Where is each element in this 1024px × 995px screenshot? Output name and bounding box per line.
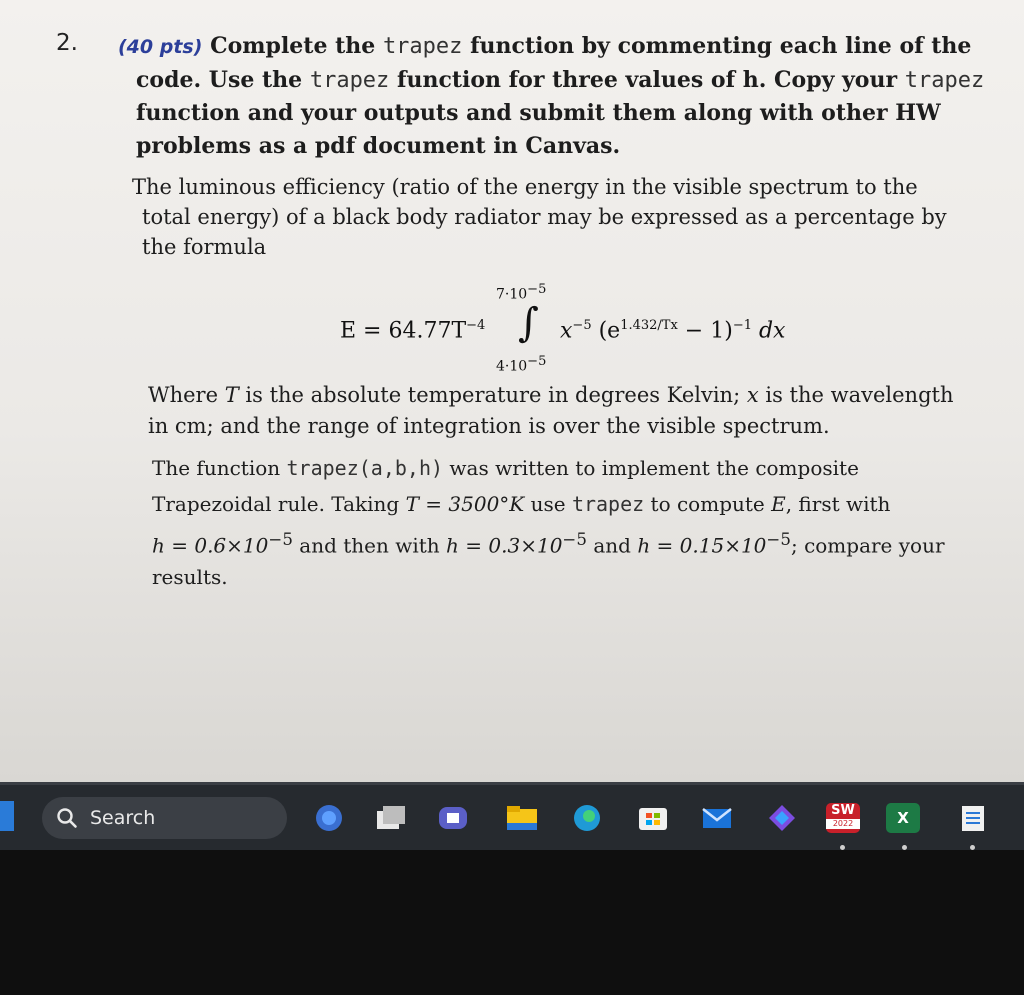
upper-limit: 7·10: [496, 286, 528, 303]
task-text-7: and then with: [299, 533, 440, 558]
where-paragraph: [148, 380, 998, 442]
points-label: (40 pts): [118, 36, 203, 58]
task-text-8: and: [593, 533, 631, 558]
microsoft-store-icon[interactable]: [636, 803, 670, 833]
code-trapez-call: trapez(a,b,h): [286, 456, 444, 480]
intro-paragraph: [132, 172, 992, 262]
upper-limit-exp: −5: [527, 282, 547, 297]
question-heading: [118, 30, 1008, 163]
integrand-x: x: [560, 318, 573, 344]
integrand-minus-one: − 1): [677, 318, 733, 344]
code-trapez-2: trapez: [309, 68, 390, 93]
code-trapez-4: trapez: [571, 492, 645, 516]
integral-sign: ∫: [518, 300, 539, 346]
where-x: x: [746, 383, 759, 407]
search-label: Search: [90, 807, 156, 829]
integrand-e-exp: 1.432/Tx: [620, 318, 678, 333]
code-trapez-3: trapez: [904, 68, 985, 93]
excel-icon[interactable]: [886, 803, 920, 833]
solidworks-badge: SW: [831, 803, 855, 818]
solidworks-year: 2022: [826, 819, 860, 829]
h-value-2: h = 0.3×10: [446, 533, 563, 558]
task-text-3: Trapezoidal rule. Taking: [152, 492, 400, 516]
code-trapez-1: trapez: [382, 34, 463, 59]
heading-text-3: code. Use the: [136, 67, 303, 93]
excel-mark: X: [897, 809, 909, 827]
task-E: E: [771, 492, 786, 516]
where-text-4: in cm; and the range of integration is over the visible spectrum.: [148, 414, 830, 438]
solidworks-icon[interactable]: [826, 803, 860, 833]
task-text-10: results.: [152, 564, 228, 589]
heading-text-6: problems as a pdf document in Canvas.: [136, 133, 621, 159]
teams-chat-icon[interactable]: [436, 803, 470, 833]
question-number: 2.: [56, 30, 78, 56]
efficiency-formula: [340, 282, 820, 374]
task-temperature: T = 3500°K: [405, 492, 525, 516]
taskbar-search[interactable]: [42, 797, 287, 839]
intro-line: the formula: [142, 235, 267, 259]
monitor-bezel: [0, 850, 1024, 995]
mail-icon[interactable]: [700, 803, 734, 833]
task-text-1: The function: [152, 456, 281, 480]
where-text-2: is the absolute temperature in degrees Kelvin;: [245, 383, 741, 407]
task-paragraph: [152, 450, 992, 590]
heading-text-5: function and your outputs and submit them along with other HW: [136, 100, 941, 126]
search-icon: [56, 807, 78, 829]
heading-text-4: function for three values of h. Copy your: [396, 67, 898, 93]
h-value-1: h = 0.6×10: [152, 533, 269, 558]
edge-icon[interactable]: [570, 803, 604, 833]
h-value-1-exp: −5: [268, 530, 293, 549]
file-explorer-icon[interactable]: [505, 803, 539, 833]
formula-lhs-exp: −4: [466, 318, 486, 333]
where-T: T: [224, 383, 239, 407]
task-text-5: to compute: [650, 492, 765, 516]
where-text-3: is the wavelength: [765, 383, 954, 407]
integrand-paren: (e: [598, 318, 621, 344]
widgets-icon[interactable]: [312, 803, 346, 833]
formula-lhs: E = 64.77T: [340, 318, 467, 344]
integrand-close-exp: −1: [732, 318, 752, 333]
task-text-6: , first with: [785, 492, 891, 516]
task-text-4: use: [530, 492, 566, 516]
task-text-9: ; compare your: [790, 533, 945, 558]
start-button[interactable]: [0, 801, 14, 831]
h-value-3-exp: −5: [766, 530, 791, 549]
notepad-icon[interactable]: [956, 803, 990, 833]
where-text-1: Where: [148, 383, 219, 407]
integrand-dx: dx: [751, 318, 786, 344]
heading-text-2: function by commenting each line of the: [470, 33, 972, 59]
integrand-x-exp: −5: [572, 318, 592, 333]
h-value-3: h = 0.15×10: [637, 533, 767, 558]
task-view-icon[interactable]: [374, 803, 408, 833]
h-value-2-exp: −5: [562, 530, 587, 549]
lower-limit: 4·10: [496, 358, 528, 375]
heading-text-1: Complete the: [210, 33, 376, 59]
lower-limit-exp: −5: [527, 354, 547, 369]
intro-line: total energy) of a black body radiator may be expressed as a percentage by: [142, 205, 947, 229]
taskbar: [0, 782, 1024, 853]
intro-line: The luminous efficiency (ratio of the energy in the visible spectrum to the: [132, 175, 918, 199]
task-text-2: was written to implement the composite: [449, 456, 859, 480]
copilot-icon[interactable]: [765, 803, 799, 833]
